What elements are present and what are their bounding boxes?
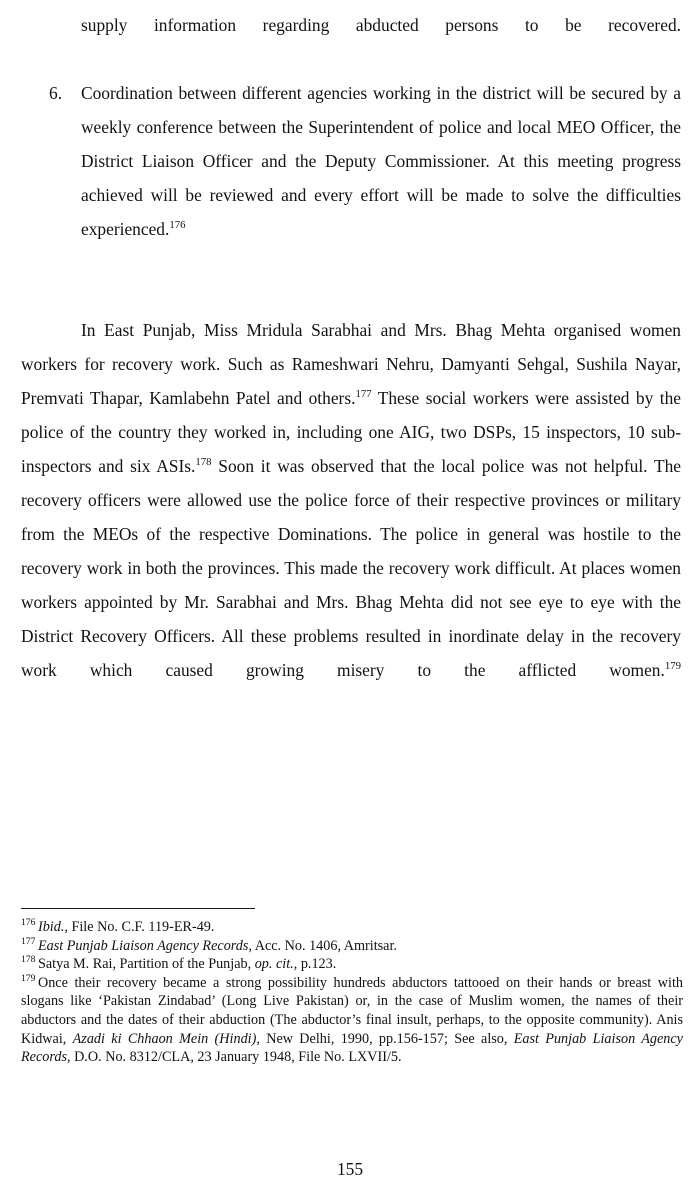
footnote-text-post: , p.123. xyxy=(293,956,337,973)
footnote-text: , File No. C.F. 119-ER-49. xyxy=(64,919,215,935)
footnote-ref-179[interactable]: 179 xyxy=(664,660,681,673)
footnote-176 xyxy=(21,918,683,937)
list-item-continuation: supply information regarding abducted persons to be recovered. xyxy=(81,15,681,35)
footnote-italic-opcit: op. cit. xyxy=(254,956,294,973)
list-item-marker: 6. xyxy=(49,83,63,103)
page-body xyxy=(21,8,681,721)
footnote-number: 176 xyxy=(21,917,36,929)
footnote-number: 179 xyxy=(21,973,36,985)
footnote-number: 177 xyxy=(21,935,36,947)
footnotes-section xyxy=(21,908,683,1067)
footnote-separator-rule xyxy=(21,908,255,909)
footnote-number: 178 xyxy=(21,954,36,966)
footnote-segment-2: , New Delhi, 1990, pp.156-157; See also, xyxy=(256,1030,514,1047)
paragraph-spacer xyxy=(21,280,681,313)
footnote-text-pre: Satya M. Rai, Partition of the Punjab, xyxy=(37,956,255,973)
footnote-ref-177[interactable]: 177 xyxy=(355,388,372,401)
footnote-italic-title: Ibid. xyxy=(37,919,65,935)
list-item-text: Coordination between different agencies working in the district will be secured by a weekly conference between the Superintendent of police and local MEO Officer, the District Liaison Officer and the Deputy Commissioner. At this meeting progress achieved will be reviewed and every effort will be made to solve the difficulties experienced. xyxy=(81,83,681,239)
page-number: 155 xyxy=(336,1159,364,1179)
paragraph-segment-1: In East Punjab, Miss Mridula Sarabhai and Mrs. Bhag Mehta organised women workers for recovery work. Such as Rameshwari Nehru, Damyanti Sehgal, Sushila Nayar, Premvati Thapar, Kamlabehn Patel and others. xyxy=(21,320,681,408)
footnote-ref-176[interactable]: 176 xyxy=(169,219,186,232)
main-paragraph xyxy=(21,313,681,721)
numbered-list xyxy=(21,76,681,280)
footnote-segment-3: , D.O. No. 8312/CLA, 23 January 1948, File No. LXVII/5. xyxy=(66,1049,402,1066)
list-item xyxy=(21,76,681,280)
footnote-italic-title: East Punjab Liaison Agency Records xyxy=(37,937,249,954)
footnote-ref-178[interactable]: 178 xyxy=(195,456,212,469)
paragraph-segment-2: These social workers were assisted by the police of the country they worked in, including one AIG, two DSPs, 15 inspectors, 10 sub-inspectors and six ASIs. xyxy=(21,388,681,476)
paragraph-segment-3: Soon it was observed that the local police was not helpful. The recovery officers were allowed use the police force of their respective provinces or military from the MEOs of the respective Dominations. The police in general was hostile to the recovery work in both the provinces. This made the recovery work difficult. At places women workers appointed by Mr. Sarabhai and Mrs. Bhag Mehta did not see eye to eye with the District Recovery Officers. All these problems resulted in inordinate delay in the recovery work which caused growing misery to the afflicted women. xyxy=(21,456,682,680)
footnote-177 xyxy=(21,937,683,956)
footnote-text: , Acc. No. 1406, Amritsar. xyxy=(248,937,397,954)
footnote-italic-title-2: East Punjab Liaison Agency Records xyxy=(21,1030,683,1066)
footnote-179 xyxy=(21,974,683,1067)
footnote-178 xyxy=(21,955,683,974)
footnote-italic-title-1: Azadi ki Chhaon Mein (Hindi) xyxy=(72,1030,257,1047)
footnote-segment-1: Once their recovery became a strong possibility hundreds abductors tattooed on their hands or breast with slogans like ‘Pakistan Zindabad’ (Long Live Pakistan) or, in the case of Muslim women, the names of their abductors and the dates of their abduction (The abductor’s final insult, perhaps, to the opposite community). Anis Kidwai, xyxy=(21,974,683,1047)
